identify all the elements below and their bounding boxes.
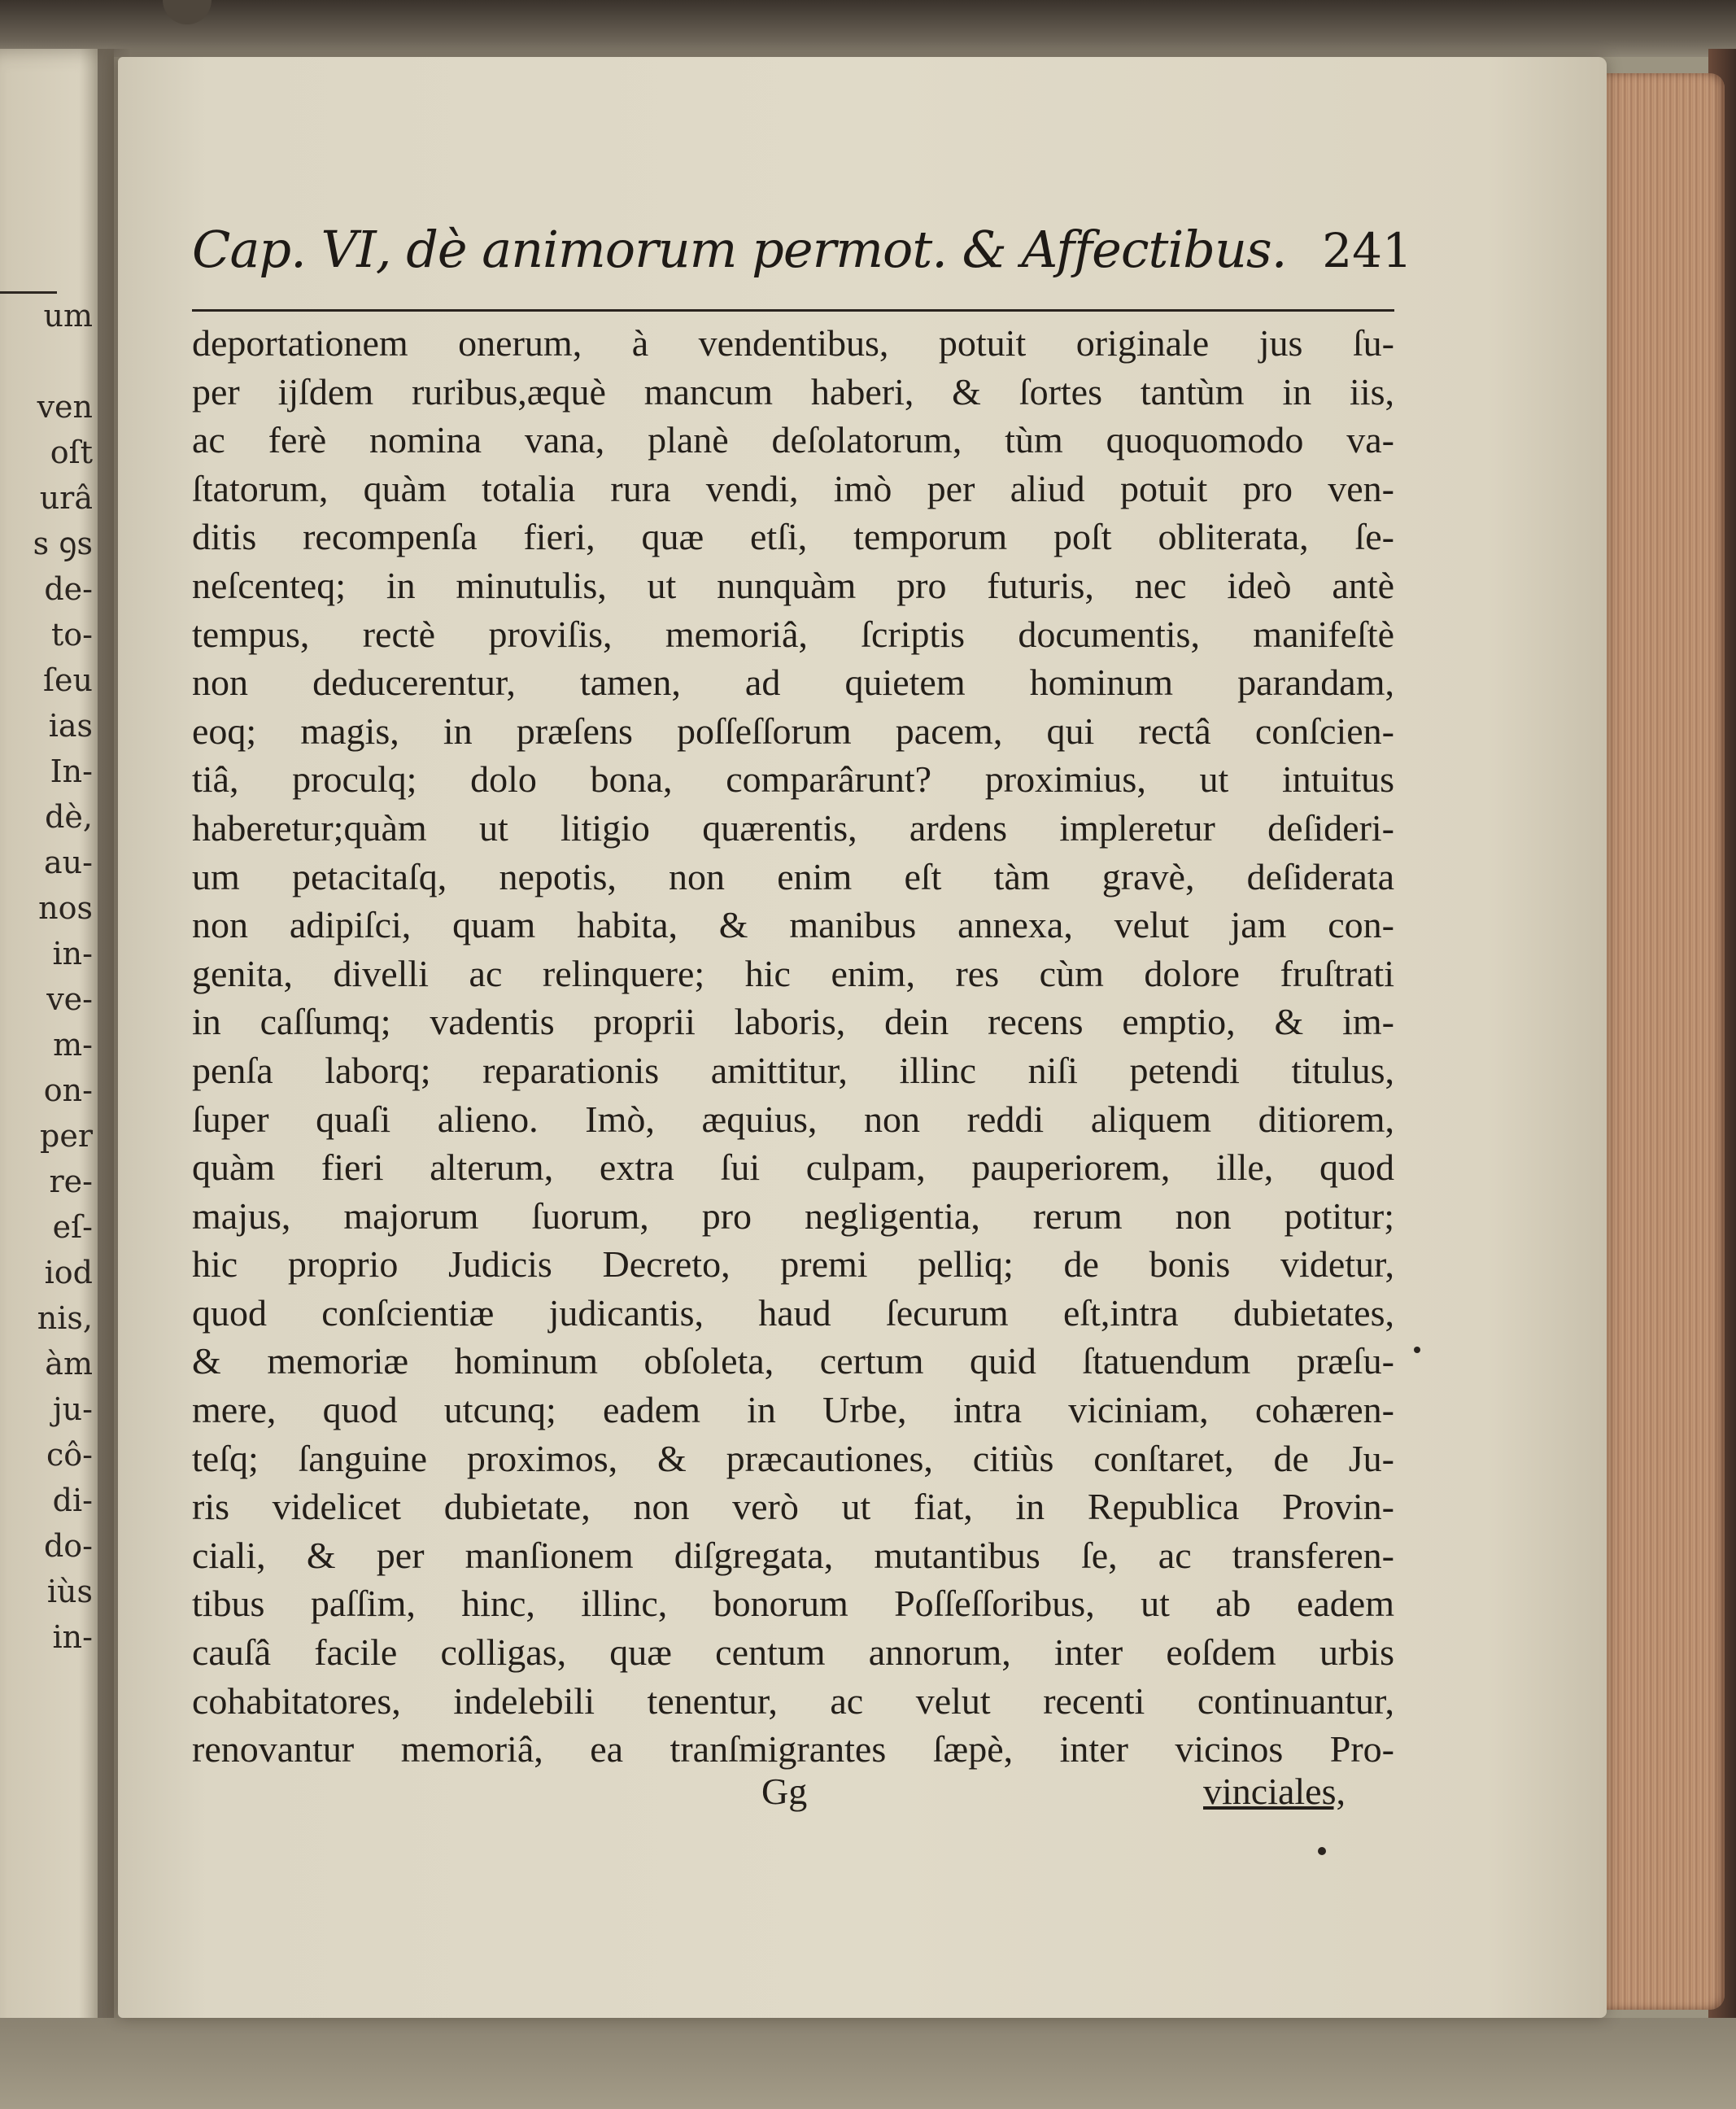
- left-fragment: ſeu: [42, 662, 93, 698]
- page-block-edges: [1594, 73, 1725, 2010]
- left-fragment: àm: [45, 1346, 93, 1382]
- text-line: tibus paſſim, hinc, illinc, bonorum Poſſeſſoribus, ut ab eadem: [192, 1583, 1394, 1625]
- left-fragment: eſ-: [52, 1209, 93, 1245]
- text-line: quàm fieri alterum, extra ſui culpam, pauperiorem, ille, quod: [192, 1146, 1394, 1189]
- left-fragment: ven: [37, 389, 93, 425]
- left-fragment: per: [40, 1118, 93, 1154]
- text-line: tempus, rectè proviſis, memoriâ, ſcriptis documentis, manifeſtè: [192, 613, 1394, 655]
- left-fragment: ias: [48, 708, 93, 744]
- left-fragment: iùs: [46, 1574, 93, 1609]
- left-fragment: in-: [52, 936, 93, 972]
- catchword: vinciales,: [1203, 1771, 1346, 1812]
- text-line: ſtatorum, quàm totalia rura vendi, imò per aliud potuit pro ven-: [192, 467, 1394, 509]
- text-line: deportationem onerum, à vendentibus, potuit originale jus ſu-: [192, 322, 1394, 364]
- text-line: cohabitatores, indelebili tenentur, ac velut recenti continuantur,: [192, 1679, 1394, 1722]
- left-fragment: nos: [38, 890, 93, 926]
- text-line: majus, majorum ſuorum, pro negligentia, rerum non potitur;: [192, 1194, 1394, 1237]
- signature-mark: Gg: [761, 1771, 808, 1812]
- body-text: [192, 319, 1394, 1774]
- text-line: mere, quod utcunq; eadem in Urbe, intra viciniam, cohæren-: [192, 1389, 1394, 1431]
- text-line: neſcenteq; in minutulis, ut nunquàm pro futuris, nec ideò antè: [192, 564, 1394, 606]
- text-line: um petacitaſq, nepotis, non enim eſt tàm gravè, deſiderata: [192, 855, 1394, 897]
- left-fragment: urâ: [39, 480, 93, 516]
- left-fragment: do-: [43, 1528, 93, 1564]
- running-head: [192, 220, 1412, 301]
- left-fragment: on-: [43, 1072, 93, 1108]
- left-fragment: di-: [52, 1482, 93, 1518]
- left-fragment: re-: [49, 1164, 93, 1199]
- left-fragment: iod: [44, 1255, 93, 1290]
- left-fragment: oſt: [50, 434, 93, 470]
- book-cover-top: [0, 0, 1736, 57]
- text-line: ris videlicet dubietate, non verò ut fiat, in Republica Provin-: [192, 1486, 1394, 1528]
- text-line: haberetur;quàm ut litigio quærentis, ardens impleretur deſideri-: [192, 806, 1394, 849]
- text-line: non adipiſci, quam habita, & manibus annexa, velut jam con-: [192, 904, 1394, 946]
- header-rule: [192, 309, 1394, 312]
- left-fragment: au-: [44, 845, 93, 880]
- text-line: non deducerentur, tamen, ad quietem hominum parandam,: [192, 662, 1394, 704]
- text-line: penſa laborq; reparationis amittitur, illinc niſi petendi titulus,: [192, 1049, 1394, 1091]
- text-line: ditis recompenſa fieri, quæ etſi, temporum poſt obliterata, ſe-: [192, 516, 1394, 558]
- ink-speck: [1318, 1847, 1326, 1855]
- left-fragment: m-: [53, 1027, 93, 1063]
- left-fragment: In-: [50, 753, 93, 789]
- left-fragment: ve-: [46, 981, 93, 1017]
- text-line: ſuper quaſi alieno. Imò, æquius, non reddi aliquem ditiorem,: [192, 1098, 1394, 1140]
- text-line: hic proprio Judicis Decreto, premi pelliq; de bonis videtur,: [192, 1243, 1394, 1286]
- text-line: renovantur memoriâ, ea tranſmigrantes ſæpè, inter vicinos Pro-: [192, 1728, 1394, 1771]
- running-head-title: Cap. VI, dè animorum permot. & Affectibus.: [192, 220, 1287, 279]
- left-fragment: [0, 338, 98, 384]
- text-line: tiâ, proculq; dolo bona, comparârunt? proximius, ut intuitus: [192, 758, 1394, 801]
- left-fragment: ju-: [52, 1391, 93, 1427]
- left-fragment: to-: [51, 617, 93, 653]
- ink-speck: [1414, 1347, 1420, 1353]
- left-fragment: s ꝯs: [33, 526, 93, 561]
- left-fragment: um: [43, 298, 93, 334]
- text-line: ac ferè nomina vana, planè deſolatorum, tùm quoquomodo va-: [192, 419, 1394, 461]
- left-fragment: dè,: [45, 799, 93, 835]
- text-line: genita, divelli ac relinquere; hic enim, res cùm dolore fruſtrati: [192, 952, 1394, 994]
- bottom-background: [0, 2018, 1736, 2109]
- text-line: in caſſumq; vadentis proprii laboris, dein recens emptio, & im-: [192, 1001, 1394, 1043]
- text-line: per ijſdem ruribus,æquè mancum haberi, & ſortes tantùm in iis,: [192, 370, 1394, 413]
- page-foot: [192, 1770, 1394, 1819]
- text-line: & memoriæ hominum obſoleta, certum quid ſtatuendum præſu-: [192, 1340, 1394, 1382]
- left-fragment: in-: [52, 1619, 93, 1655]
- text-line: quod conſcientiæ judicantis, haud ſecurum eſt,intra dubietates,: [192, 1291, 1394, 1334]
- left-fragment: de-: [44, 571, 93, 607]
- text-line: ciali, & per manſionem diſgregata, mutantibus ſe, ac transferen-: [192, 1534, 1394, 1576]
- left-fragment: nis,: [37, 1300, 93, 1336]
- left-page-text-fragments: [0, 293, 98, 1660]
- text-line: teſq; ſanguine proximos, & præcautiones, citiùs conſtaret, de Ju-: [192, 1437, 1394, 1479]
- text-line: eoq; magis, in præſens poſſeſſorum pacem, qui rectâ conſcien-: [192, 710, 1394, 752]
- left-fragment: cô-: [46, 1437, 93, 1473]
- page-number: 241: [1322, 223, 1412, 278]
- text-line: cauſâ facile colligas, quæ centum annorum, inter eoſdem urbis: [192, 1631, 1394, 1674]
